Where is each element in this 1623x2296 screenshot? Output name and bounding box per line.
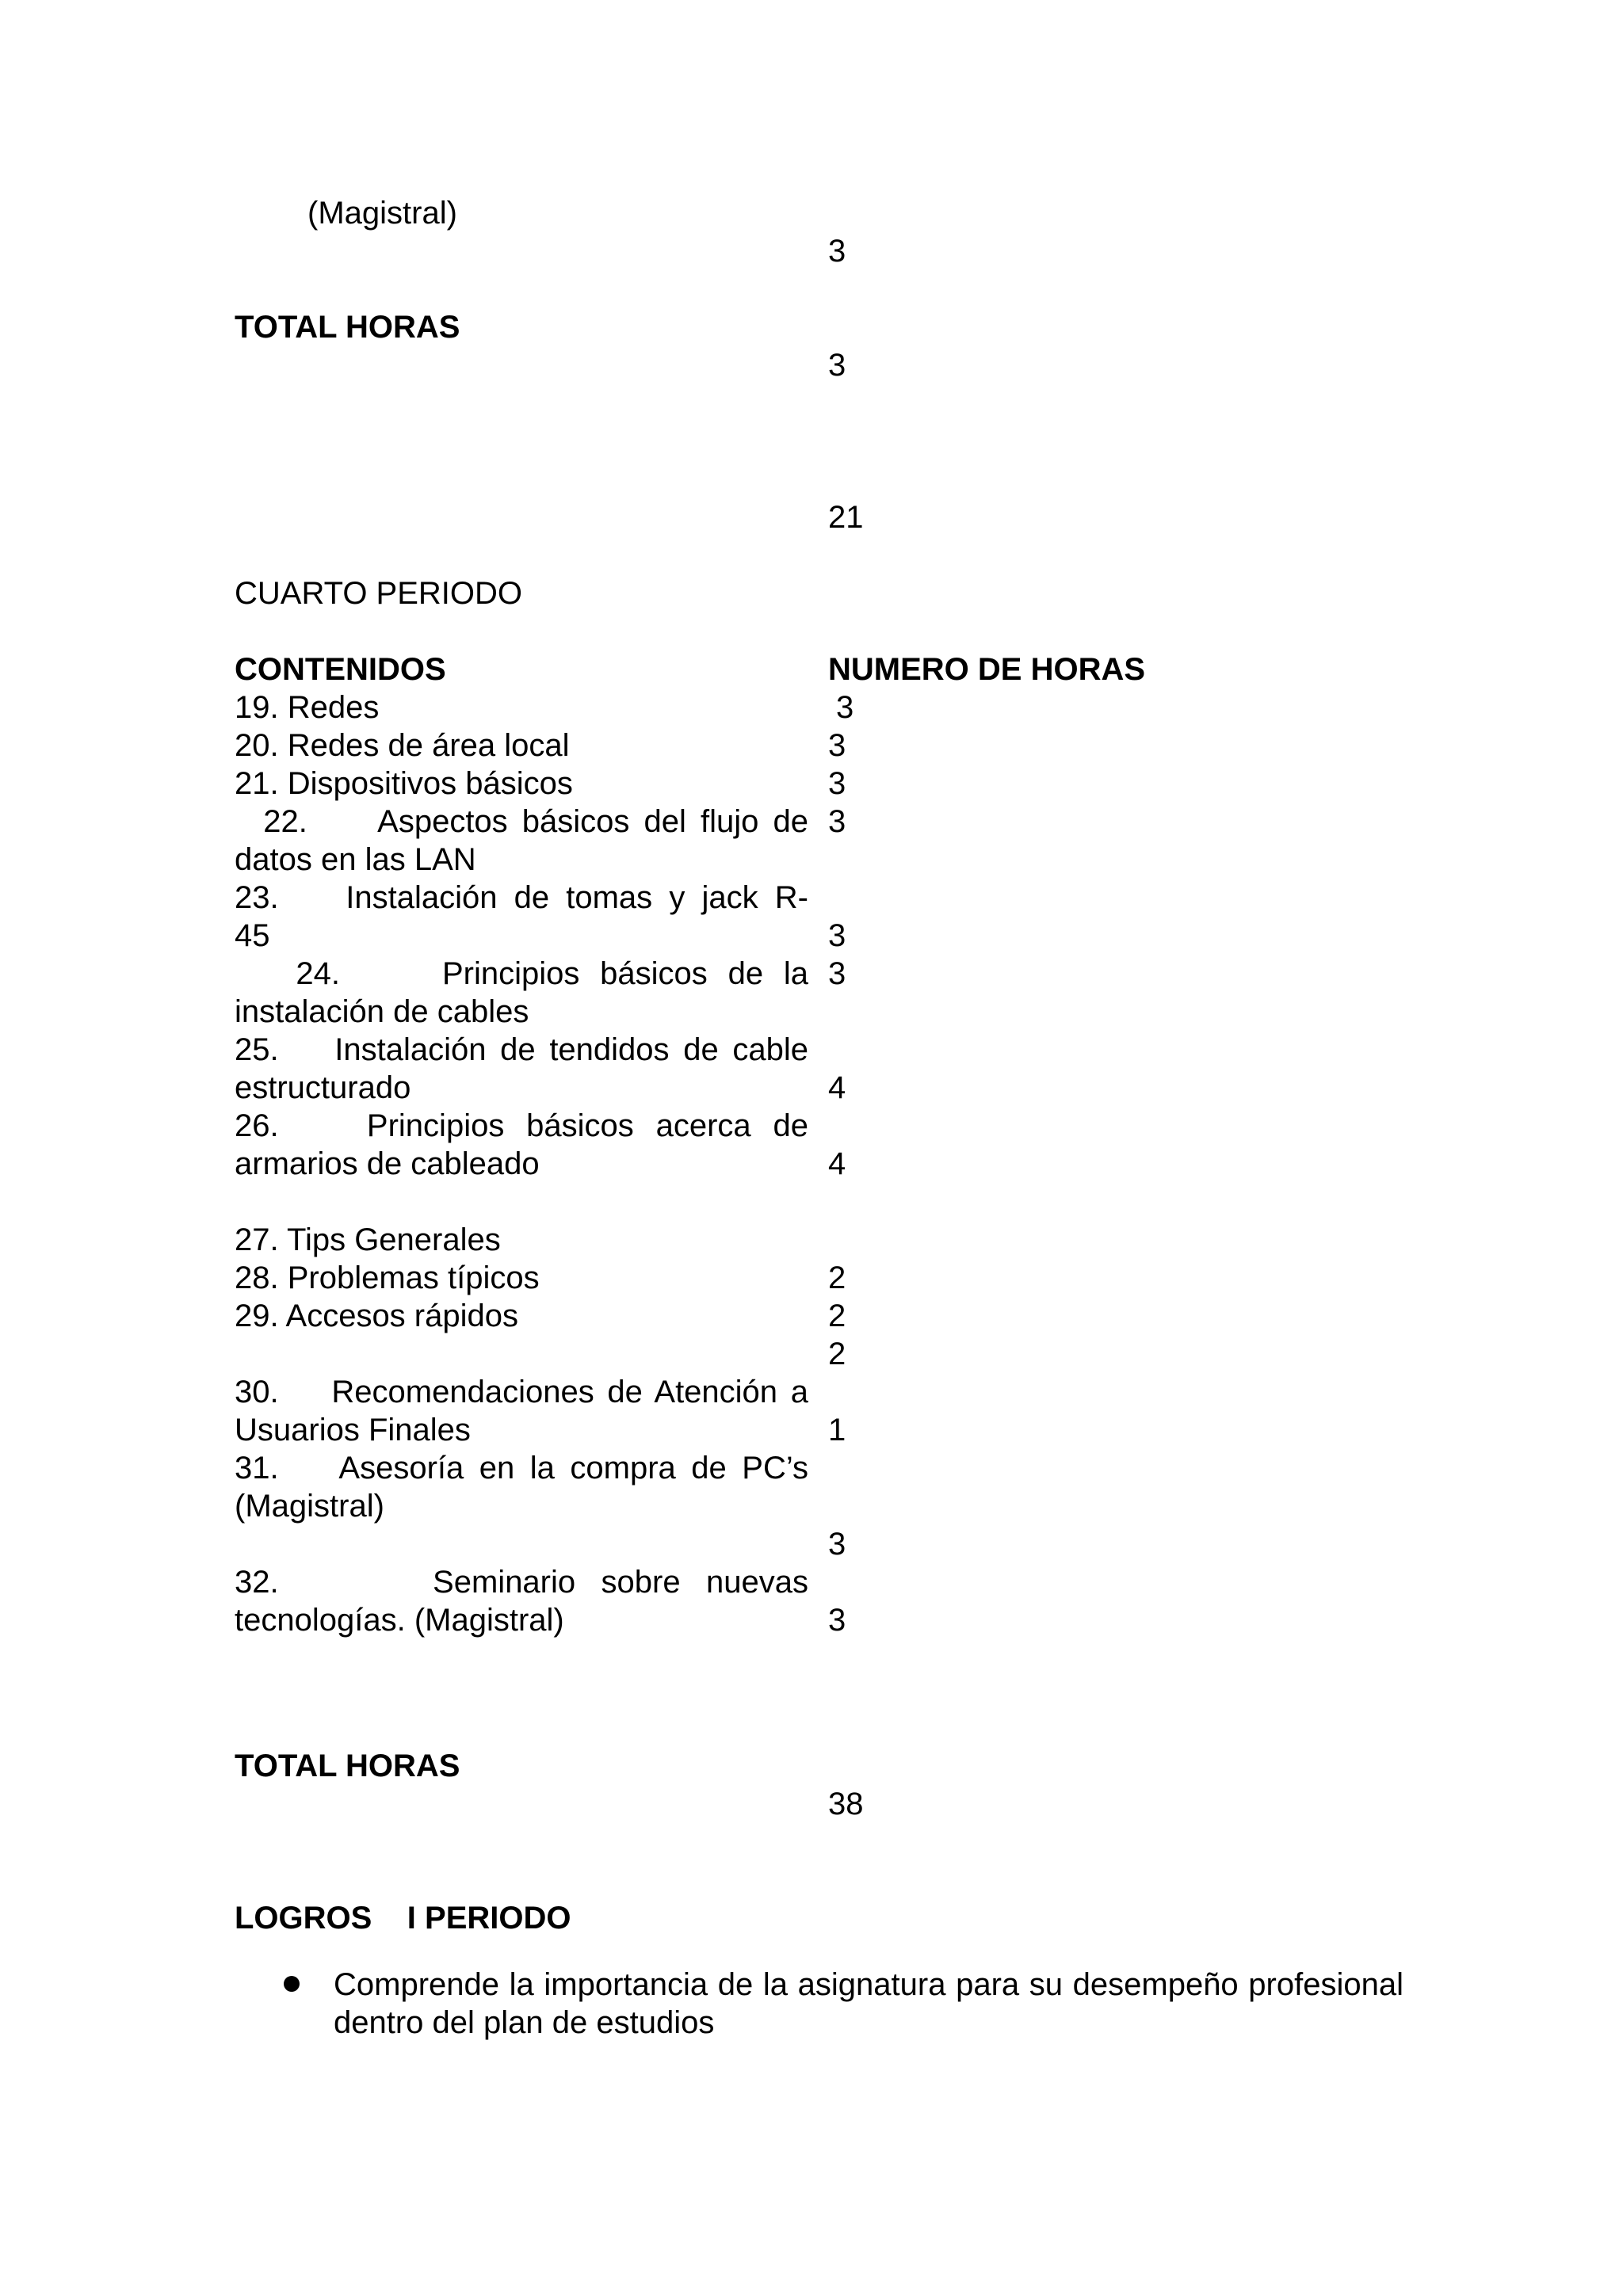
total-hours-label: TOTAL HORAS — [235, 310, 460, 345]
content-item: 29. Accesos rápidos — [235, 1299, 518, 1333]
column-header-contents: CONTENIDOS — [235, 652, 446, 687]
hours-value: 2 — [828, 1299, 846, 1333]
bottom-total-value: 38 — [828, 1787, 864, 1821]
hours-value: 3 — [828, 1603, 846, 1638]
content-item-line2: (Magistral) — [235, 1489, 384, 1524]
hours-value: 3 — [828, 1527, 846, 1562]
content-item-line2: armarios de cableado — [235, 1146, 540, 1181]
logros-bullet-text: Comprende la importancia de la asignatura para su desempeño profesional dentro del plan de estudios — [334, 1967, 1403, 2040]
magistral-hours: 3 — [828, 234, 846, 269]
hours-value: 3 — [828, 956, 846, 991]
bullet-icon — [284, 1976, 300, 1992]
content-item-line1: 31. Asesoría en la compra de PC’s — [235, 1451, 808, 1486]
content-item-line1: 26. Principios básicos acerca de — [235, 1108, 808, 1143]
content-item-line1: 23. Instalación de tomas y jack R- — [235, 880, 808, 915]
content-item-line1: 25. Instalación de tendidos de cable — [235, 1032, 808, 1067]
hours-value: 1 — [828, 1413, 846, 1447]
content-item-line1: 30. Recomendaciones de Atención a — [235, 1375, 808, 1409]
bottom-total-label: TOTAL HORAS — [235, 1749, 460, 1783]
content-item: 21. Dispositivos básicos — [235, 766, 573, 801]
hours-value: 3 — [836, 690, 854, 725]
content-item: 27. Tips Generales — [235, 1222, 501, 1257]
content-item: 19. Redes — [235, 690, 380, 725]
logros-heading: LOGROS I PERIODO — [235, 1901, 571, 1936]
magistral-label: (Magistral) — [307, 196, 457, 231]
total-hours-extra: 3 — [828, 348, 846, 383]
content-item-line2: 45 — [235, 918, 270, 953]
content-item: 20. Redes de área local — [235, 728, 570, 763]
section-title: CUARTO PERIODO — [235, 576, 523, 611]
content-item-line2: Usuarios Finales — [235, 1413, 471, 1447]
content-item-line2: estructurado — [235, 1070, 411, 1105]
hours-value: 3 — [828, 766, 846, 801]
content-item-line2: tecnologías. (Magistral) — [235, 1603, 564, 1638]
hours-value: 4 — [828, 1070, 846, 1105]
hours-value: 2 — [828, 1261, 846, 1295]
content-item: 28. Problemas típicos — [235, 1261, 540, 1295]
total-hours-value: 21 — [828, 500, 864, 535]
content-item-line2: datos en las LAN — [235, 842, 476, 877]
hours-value: 4 — [828, 1146, 846, 1181]
column-header-hours: NUMERO DE HORAS — [828, 652, 1146, 687]
hours-value: 2 — [828, 1337, 846, 1371]
hours-value: 3 — [828, 918, 846, 953]
hours-value: 3 — [828, 728, 846, 763]
content-item-line1: 32. Seminario sobre nuevas — [235, 1565, 808, 1600]
hours-value: 3 — [828, 804, 846, 839]
content-item-line1: 24. Principios básicos de la — [235, 956, 808, 991]
content-item-line2: instalación de cables — [235, 994, 529, 1029]
content-item-line1: 22. Aspectos básicos del flujo de — [235, 804, 808, 839]
